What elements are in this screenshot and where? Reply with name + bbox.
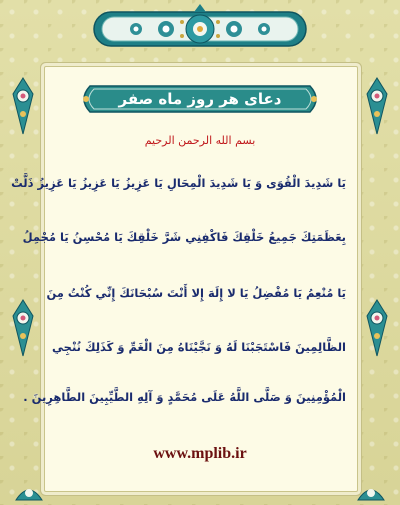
prayer-line: يَا مُنْعِمُ يَا مُفْضِلُ يَا لا إِلَهَ إِلا أَنْتَ سُبْحَانَكَ إِنِّي كُنْتُ مِنَ bbox=[46, 286, 346, 300]
floral-tile-ornament-icon bbox=[356, 478, 386, 502]
prayer-line: الظَّالِمِينَ فَاسْتَجَبْنَا لَهُ وَ نَجَّيْنَاهُ مِنَ الْغَمِّ وَ كَذَلِكَ نُنْجِي bbox=[52, 340, 346, 354]
page-title: دعای هر روز ماه صفر bbox=[118, 90, 282, 108]
side-lamp-ornament-icon bbox=[364, 298, 390, 358]
prayer-line: بِعَظَمَتِكَ جَمِيعُ خَلْقِكَ فَاكْفِنِي شَرَّ خَلْقِكَ يَا مُحْسِنُ يَا مُجْمِلُ bbox=[22, 230, 346, 244]
floral-tile-ornament-icon bbox=[88, 4, 312, 52]
side-lamp-ornament-icon bbox=[364, 76, 390, 136]
bismillah-text: بسم الله الرحمن الرحیم bbox=[144, 134, 256, 147]
prayer-line: يَا شَدِيدَ الْقُوَى وَ يَا شَدِيدَ الْمِحَالِ يَا عَزِيزُ يَا عَزِيزُ يَا عَزِيزُ ذَلَّتْ bbox=[11, 176, 346, 190]
floral-tile-ornament-icon bbox=[14, 478, 44, 502]
side-lamp-ornament-icon bbox=[10, 298, 36, 358]
side-lamp-ornament-icon bbox=[10, 76, 36, 136]
prayer-line: الْمُؤْمِنِينَ وَ صَلَّى اللَّهُ عَلَى مُحَمَّدٍ وَ آلِهِ الطَّيِّبِينَ الطَّاهِرِينَ . bbox=[23, 390, 346, 404]
website-link[interactable]: www.mplib.ir bbox=[153, 445, 247, 462]
content-card bbox=[11, 66, 358, 492]
